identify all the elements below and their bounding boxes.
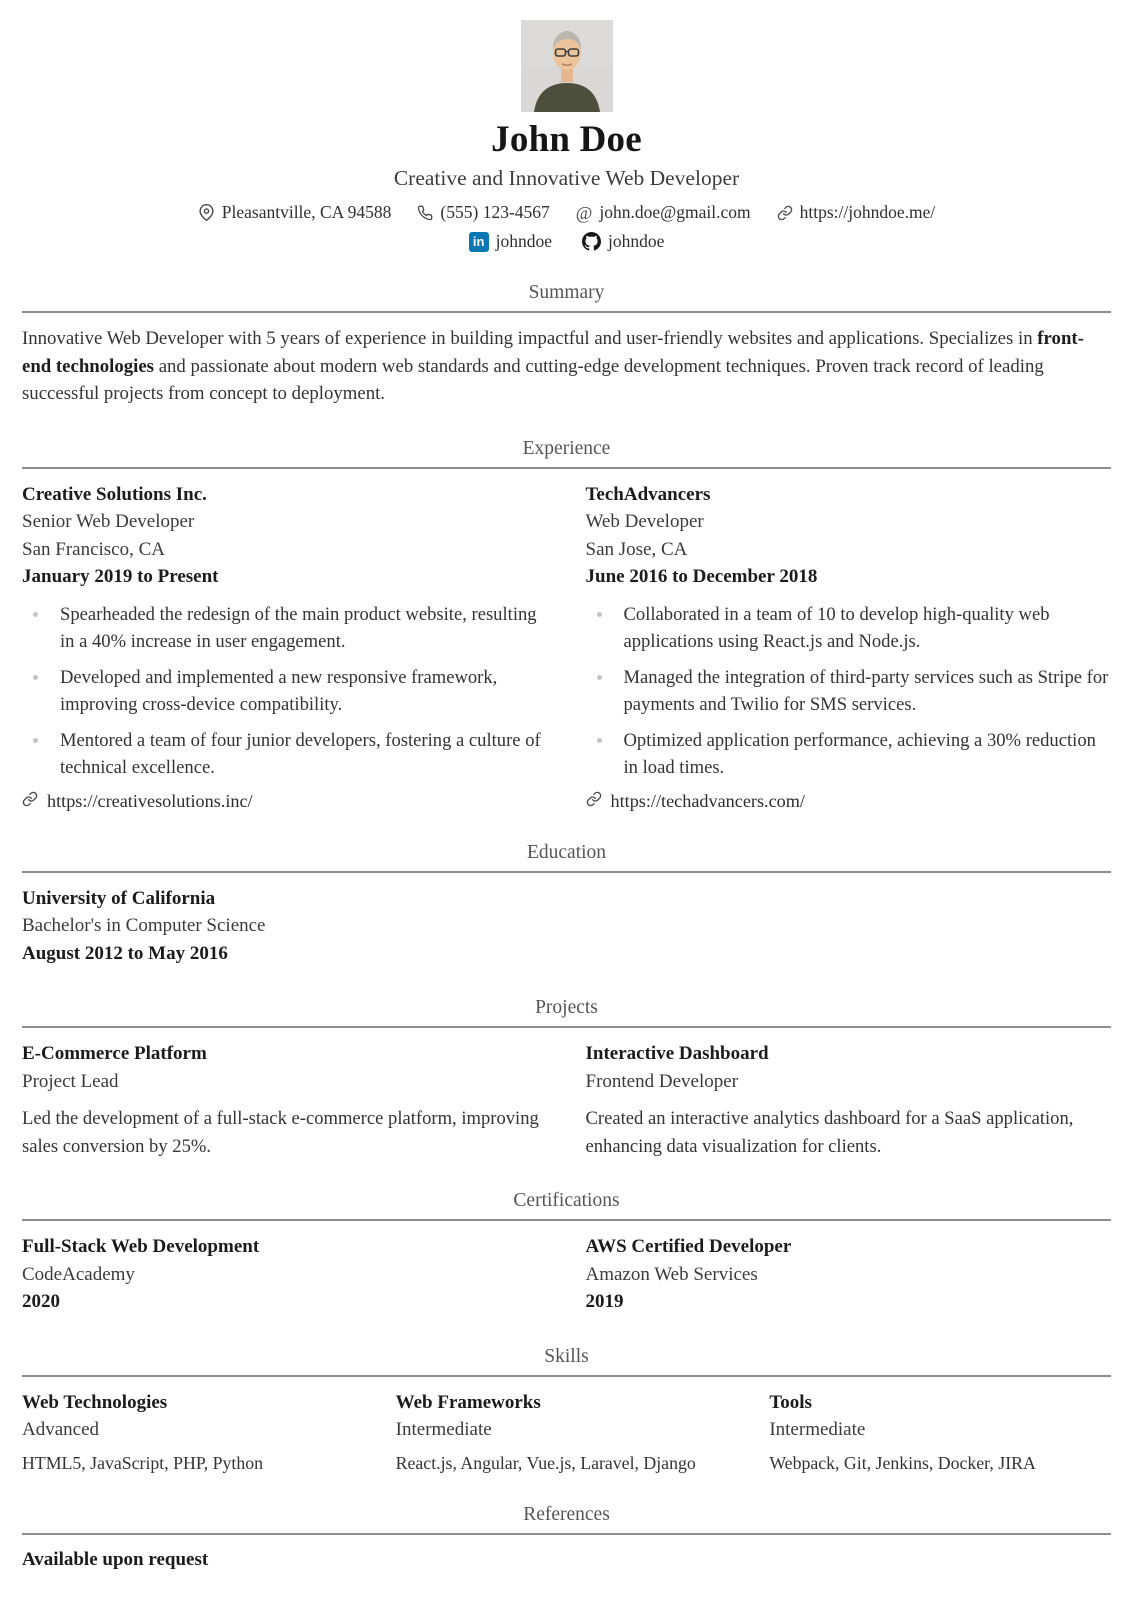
job-location: San Jose, CA <box>585 538 688 560</box>
skill-level: Intermediate <box>769 1419 866 1440</box>
summary-text: Innovative Web Developer with 5 years of experience in building impactful and user-friendly websites and applications. Specializes in front-end technologies and passionate about modern web standards and cutting-edge development techniques. Proven track record of leading successful projects from concept to deployment. <box>22 328 1084 404</box>
skill-group <box>396 1389 738 1474</box>
section-references <box>22 1504 1111 1571</box>
section-divider <box>22 311 1111 313</box>
section-heading: Summary <box>528 282 605 303</box>
project-entry <box>22 1040 548 1160</box>
project-description: Led the development of a full-stack e-commerce platform, improving sales conversion by 25%. <box>22 1108 539 1157</box>
skill-category: Tools <box>769 1391 812 1413</box>
references-text: Available upon request <box>22 1548 209 1570</box>
linkedin-icon: in <box>469 232 489 252</box>
project-description: Created an interactive analytics dashboard for a SaaS application, enhancing data visualization for clients. <box>585 1108 1074 1157</box>
certification-year: 2020 <box>22 1291 60 1312</box>
skill-level: Advanced <box>22 1419 100 1440</box>
project-name: E-Commerce Platform <box>22 1043 207 1064</box>
certification-entry <box>586 1233 1112 1316</box>
section-divider <box>22 467 1111 469</box>
job-link[interactable]: https://creativesolutions.inc/ <box>22 791 548 812</box>
contact-email[interactable]: @ john.doe@gmail.com <box>575 202 751 223</box>
section-divider <box>22 1219 1111 1221</box>
section-divider <box>22 871 1111 873</box>
certification-issuer: CodeAcademy <box>22 1263 135 1285</box>
link-icon <box>777 205 793 221</box>
section-divider <box>22 1026 1111 1028</box>
job-dates: January 2019 to Present <box>22 566 219 587</box>
section-heading: References <box>523 1503 610 1525</box>
certification-name: AWS Certified Developer <box>585 1236 792 1257</box>
certification-name: Full-Stack Web Development <box>22 1236 260 1257</box>
education-entry <box>22 885 1111 968</box>
job-bullet: Spearheaded the redesign of the main product website, resulting in a 40% increase in user engagement. <box>22 601 548 655</box>
skill-list: Webpack, Git, Jenkins, Docker, JIRA <box>769 1452 1036 1473</box>
phone-icon <box>417 205 433 221</box>
github-icon <box>582 232 601 251</box>
certification-entry <box>22 1233 548 1316</box>
certification-year: 2019 <box>585 1291 624 1312</box>
skill-group <box>22 1389 364 1474</box>
project-role: Frontend Developer <box>585 1070 738 1092</box>
skill-list: HTML5, JavaScript, PHP, Python <box>22 1452 264 1473</box>
section-heading: Certifications <box>513 1190 620 1211</box>
job-company: Creative Solutions Inc. <box>22 483 207 505</box>
person-name: John Doe <box>491 119 642 160</box>
at-icon: @ <box>575 202 593 223</box>
contact-linkedin[interactable]: in johndoe <box>469 231 552 252</box>
education-school: University of California <box>22 887 216 909</box>
contact-phone: (555) 123-4567 <box>417 202 549 223</box>
skill-category: Web Technologies <box>22 1391 168 1413</box>
job-role: Web Developer <box>585 511 704 532</box>
map-pin-icon <box>198 204 215 221</box>
section-experience <box>22 438 1111 812</box>
job-bullet: Collaborated in a team of 10 to develop high-quality web applications using React.js and Node.js. <box>586 601 1112 655</box>
section-heading: Projects <box>535 997 598 1018</box>
job-bullet: Mentored a team of four junior developers, fostering a culture of technical excellence. <box>22 727 548 781</box>
job-location: San Francisco, CA <box>22 538 166 560</box>
skill-list: React.js, Angular, Vue.js, Laravel, Django <box>395 1452 696 1473</box>
education-dates: August 2012 to May 2016 <box>22 942 228 964</box>
person-title: Creative and Innovative Web Developer <box>393 166 740 190</box>
section-education <box>22 842 1111 968</box>
contact-row <box>22 202 1111 223</box>
contact-location: Pleasantville, CA 94588 <box>198 202 392 223</box>
profile-photo <box>521 20 613 112</box>
link-icon <box>22 791 38 812</box>
skill-group <box>769 1389 1111 1474</box>
job-bullet: Managed the integration of third-party services such as Stripe for payments and Twilio for SMS services. <box>586 664 1112 718</box>
job-role: Senior Web Developer <box>22 511 195 532</box>
social-row <box>22 231 1111 252</box>
section-divider <box>22 1375 1111 1377</box>
job-bullet: Developed and implemented a new responsive framework, improving cross-device compatibility. <box>22 664 548 718</box>
section-summary <box>22 282 1111 408</box>
section-heading: Education <box>526 841 607 863</box>
job-bullets <box>22 601 548 781</box>
project-name: Interactive Dashboard <box>585 1043 769 1064</box>
section-projects <box>22 997 1111 1160</box>
link-icon <box>586 791 602 812</box>
job-bullets <box>586 601 1112 781</box>
skill-level: Intermediate <box>395 1419 492 1440</box>
certification-issuer: Amazon Web Services <box>585 1263 758 1285</box>
section-divider <box>22 1533 1111 1535</box>
skill-category: Web Frameworks <box>395 1391 541 1413</box>
job-dates: June 2016 to December 2018 <box>585 566 818 587</box>
section-heading: Experience <box>522 437 611 459</box>
section-certifications <box>22 1190 1111 1316</box>
job-company: TechAdvancers <box>585 483 711 505</box>
contact-website[interactable]: https://johndoe.me/ <box>777 202 936 223</box>
job-entry <box>586 481 1112 812</box>
job-link[interactable]: https://techadvancers.com/ <box>586 791 1112 812</box>
job-bullet: Optimized application performance, achieving a 30% reduction in load times. <box>586 727 1112 781</box>
section-skills <box>22 1346 1111 1474</box>
job-entry <box>22 481 548 812</box>
project-role: Project Lead <box>22 1070 119 1092</box>
header <box>22 20 1111 252</box>
contact-github[interactable]: johndoe <box>582 231 664 252</box>
education-degree: Bachelor's in Computer Science <box>22 915 266 936</box>
section-heading: Skills <box>544 1345 589 1367</box>
project-entry <box>586 1040 1112 1160</box>
